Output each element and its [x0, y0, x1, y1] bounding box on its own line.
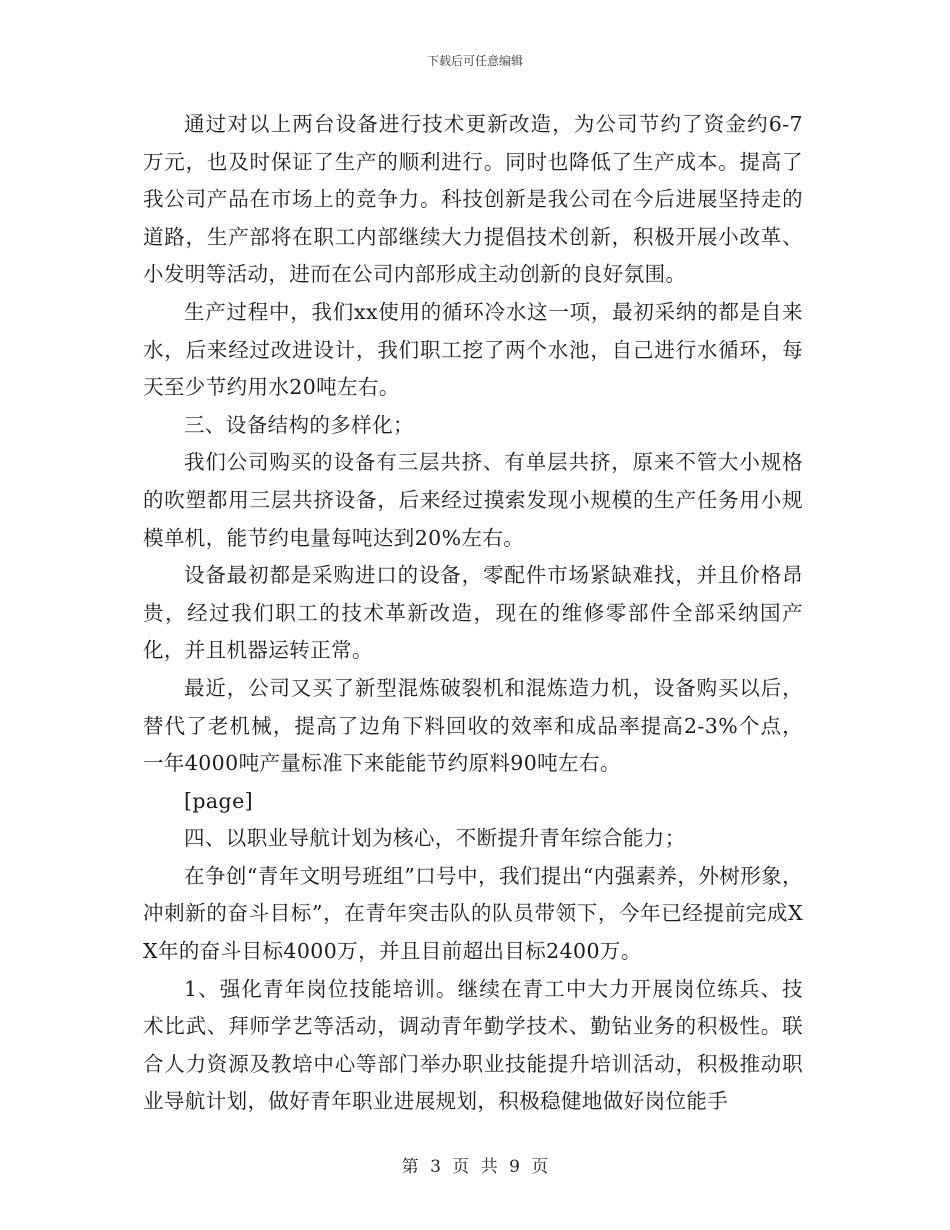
document-body — [143, 106, 803, 1121]
page-number-footer: 第 3 页 共 9 页 — [401, 1157, 549, 1177]
paragraph-5: 最近，公司又买了新型混炼破裂机和混炼造力机，设备购买以后，替代了老机械，提高了边角下料回收的效率和成品率提高2-3%个点，一年4000吨产量标准下来能能节约原料90吨左右。 — [143, 675, 803, 776]
section-heading-4: 四、以职业导航计划为核心，不断提升青年综合能力； — [184, 826, 686, 851]
section-heading-3: 三、设备结构的多样化； — [184, 412, 414, 437]
paragraph-3: 我们公司购买的设备有三层共挤、有单层共挤，原来不管大小规格的吹塑都用三层共挤设备，后来经过摸索发现小规模的生产任务用小规模单机，能节约电量每吨达到20%左右。 — [143, 450, 803, 550]
paragraph-7: 1、强化青年岗位技能培训。继续在青工中大力开展岗位练兵、技术比武、拜师学艺等活动，调动青年勤学技术、勤钻业务的积极性。联合人力资源及教培中心等部门举办职业技能提升培训活动，积极推动职业导航计划，做好青年职业进展规划，积极稳健地做好岗位能手 — [143, 976, 803, 1114]
page-header: 下载后可任意编辑 — [426, 54, 523, 68]
page-marker: [page] — [184, 788, 253, 813]
paragraph-4: 设备最初都是采购进口的设备，零配件市场紧缺难找，并且价格昂贵，经过我们职工的技术革新改造，现在的维修零部件全部采纳国产化，并且机器运转正常。 — [143, 563, 803, 663]
paragraph-2: 生产过程中，我们xx使用的循环冷水这一项，最初采纳的都是自来水，后来经过改进设计，我们职工挖了两个水池，自己进行水循环，每天至少节约用水20吨左右。 — [143, 299, 803, 400]
paragraph-1: 通过对以上两台设备进行技术更新改造，为公司节约了资金约6-7万元，也及时保证了生产的顺利进行。同时也降低了生产成本。提高了我公司产品在市场上的竞争力。科技创新是我公司在今后进展坚持走的道路，生产部将在职工内部继续大力提倡技术创新，积极开展小改革、小发明等活动，进而在公司内部形成主动创新的良好氛围。 — [143, 112, 803, 287]
paragraph-6: 在争创“青年文明号班组”口号中，我们提出“内强素养，外树形象，冲刺新的奋斗目标”，在青年突击队的队员带领下，今年已经提前完成XX年的奋斗目标4000万，并且目前超出目标2400万。 — [143, 863, 803, 964]
